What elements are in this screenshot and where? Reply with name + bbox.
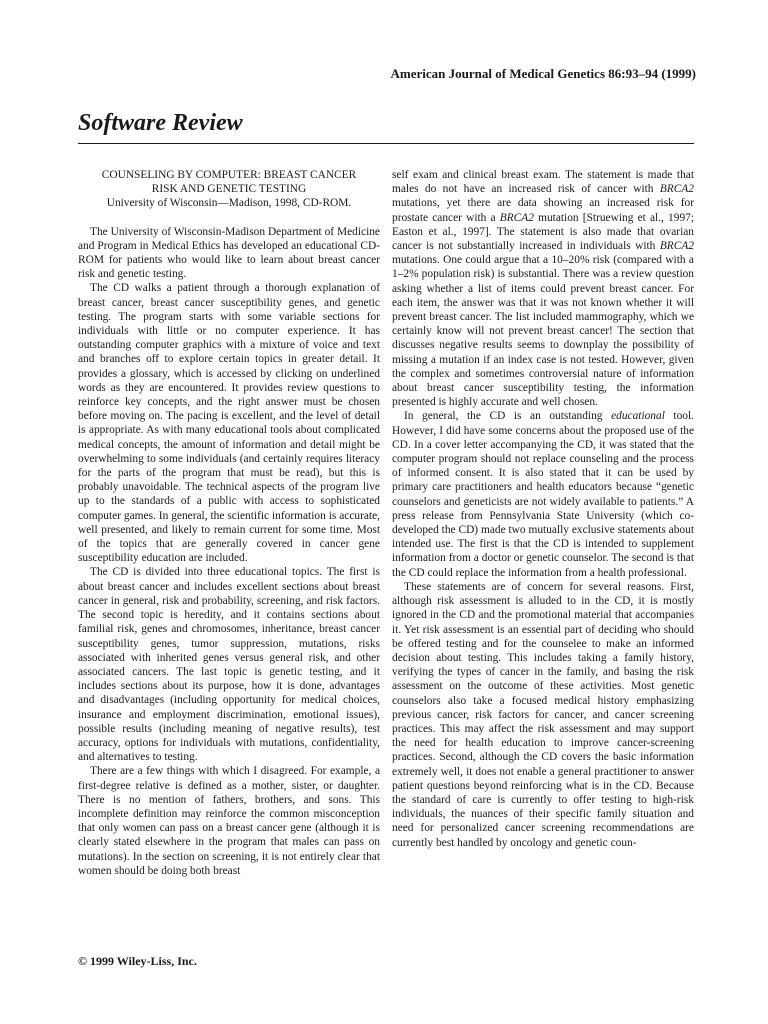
gene-name: BRCA2 [499, 211, 534, 224]
paragraph: The CD walks a patient through a thorough explanation of breast cancer, breast cancer susceptibility genes, and genetic testing. The program starts with some variable sections for individuals with little or no computer experience. It has outstanding computer graphics with a mixture of voice and text and branches off to explore certain topics in greater detail. It provides a glossary, which is accessed by clicking on underlined words as they are encountered. It provides review questions to reinforce key concepts, and the right answer must be chosen before moving on. The pacing is excellent, and the level of detail is appropriate. As with many educational tools about complicated medical concepts, the amount of information and detail might be overwhelming to some individuals (and certainly requires literacy for the parts of the program that must be read), but this is probably unavoidable. The technical aspects of the program live up to the standards of a public with access to sophisticated computer games. In general, the scientific information is accurate, well presented, and likely to remain current for some time. Most of the topics that are generally covered in cancer gene susceptibility education are included. [78, 282, 380, 565]
text-run: tool. However, I did have some concerns about the proposed use of the CD. In a cover letter accompanying the CD, it was stated that the computer program should not replace counseling and the process of informed consent. It is also stated that it can be used by primary care practitioners and health educators because “genetic counselors and geneticists are not widely available to patients.” A press release from Pennsylvania State University (which co-developed the CD) made two mutually exclusive statements about intended use. The first is that the CD is intended to supplement information from a doctor or genetic counselor. The second is that the CD could replace the information from a health professional. [392, 410, 694, 579]
paragraph: These statements are of concern for several reasons. First, although risk assessment is alluded to in the CD, it is mostly ignored in the CD and the promotional material that accompanies it. Yet risk assessment is an essential part of deciding who should be offered testing and for the counselee to make an informed decision about testing. This includes taking a family history, verifying the types of cancer in the family, and basing the risk assessment on the outcome of these activities. Most genetic counselors also take a focused medical history emphasizing previous cancer, risk factors for cancer, and cancer screening practices. This may affect the risk assessment and may support the need for health education to improve cancer-screening practices. Second, although the CD covers the basic information extremely well, it does not enable a general practitioner to answer patient questions beyond reinforcing what is in the CD. Because the standard of care is currently to offer testing to high-risk individuals, the nuances of their specific family situation and need for personalized cancer screening recommendations are currently best handled by oncology and genetic coun- [392, 580, 694, 849]
header-rule [78, 143, 694, 144]
text-run: self exam and clinical breast exam. The statement is made that males do not have an increased risk of cancer with [392, 169, 694, 196]
review-publisher: University of Wisconsin—Madison, 1998, CD-ROM. [106, 197, 352, 210]
review-title-line1: COUNSELING BY COMPUTER: BREAST CANCER [101, 169, 357, 181]
left-column [78, 168, 380, 878]
emphasis: educational [611, 410, 665, 423]
journal-citation: American Journal of Medical Genetics 86:93–94 (1999) [390, 66, 696, 81]
copyright: © 1999 Wiley-Liss, Inc. [78, 954, 197, 968]
review-title-line2: RISK AND GENETIC TESTING [151, 183, 307, 196]
right-column [392, 168, 694, 850]
section-title: Software Review [78, 110, 243, 136]
paragraph [392, 168, 694, 409]
text-run: mutations. One could argue that a 10–20% risk (compared with a 1–2% population risk) is substantial. There was a review question asking whether a list of items could prevent breast cancer. For each item, the answer was that it was not known whether it will prevent breast cancer. The list included mammography, which we certainly know will not prevent breast cancer! The section that discusses negative results seems to downplay the possibility of missing a mutation if an index case is not tested. However, given the complex and sometimes controversial nature of information about breast cancer susceptibility testing, the information presented is highly accurate and well chosen. [392, 254, 694, 409]
text-run: mutation [Struewing et al., 1997; Easton et al., 1997]. The statement is also made that ovarian cancer is not substantially increased in individuals with [392, 211, 694, 253]
gene-name: BRCA2 [659, 183, 694, 196]
paragraph [392, 409, 694, 579]
gene-name: BRCA2 [659, 240, 694, 253]
paragraph: There are a few things with which I disagreed. For example, a first-degree relative is defined as a mother, sister, or daughter. There is no mention of fathers, brothers, and sons. This incomplete definition may reinforce the common misconception that only women can pass on a breast cancer gene (although it is clearly stated elsewhere in the program that males can pass on mutations). In the section on screening, it is not entirely clear that women should be doing both breast [78, 765, 380, 877]
paragraph: The University of Wisconsin-Madison Department of Medicine and Program in Medical Ethics has developed an educational CD-ROM for patients who would like to learn about breast cancer risk and genetic testing. [78, 225, 380, 281]
review-heading [78, 168, 380, 211]
paragraph: The CD is divided into three educational topics. The first is about breast cancer and includes excellent sections about breast cancer in general, risk and probability, screening, and risk factors. The second topic is heredity, and it contains sections about familial risk, genes and chromosomes, inheritance, breast cancer susceptibility genes, tumor suppression, mutations, risks associated with inherited genes versus general risk, and other associated cancers. The last topic is genetic testing, and it includes sections about its purpose, how it is done, advantages and disadvantages (including opportunity for medical choices, insurance and employment discrimination, emotional issues), possible results (including meaning of negative results), test accuracy, options for individuals with mutations, confidentiality, and alternatives to testing. [78, 566, 380, 764]
text-run: mutations, yet there are data showing an increased risk for prostate cancer with a [392, 197, 694, 224]
text-run: In general, the CD is an outstanding [404, 410, 612, 423]
